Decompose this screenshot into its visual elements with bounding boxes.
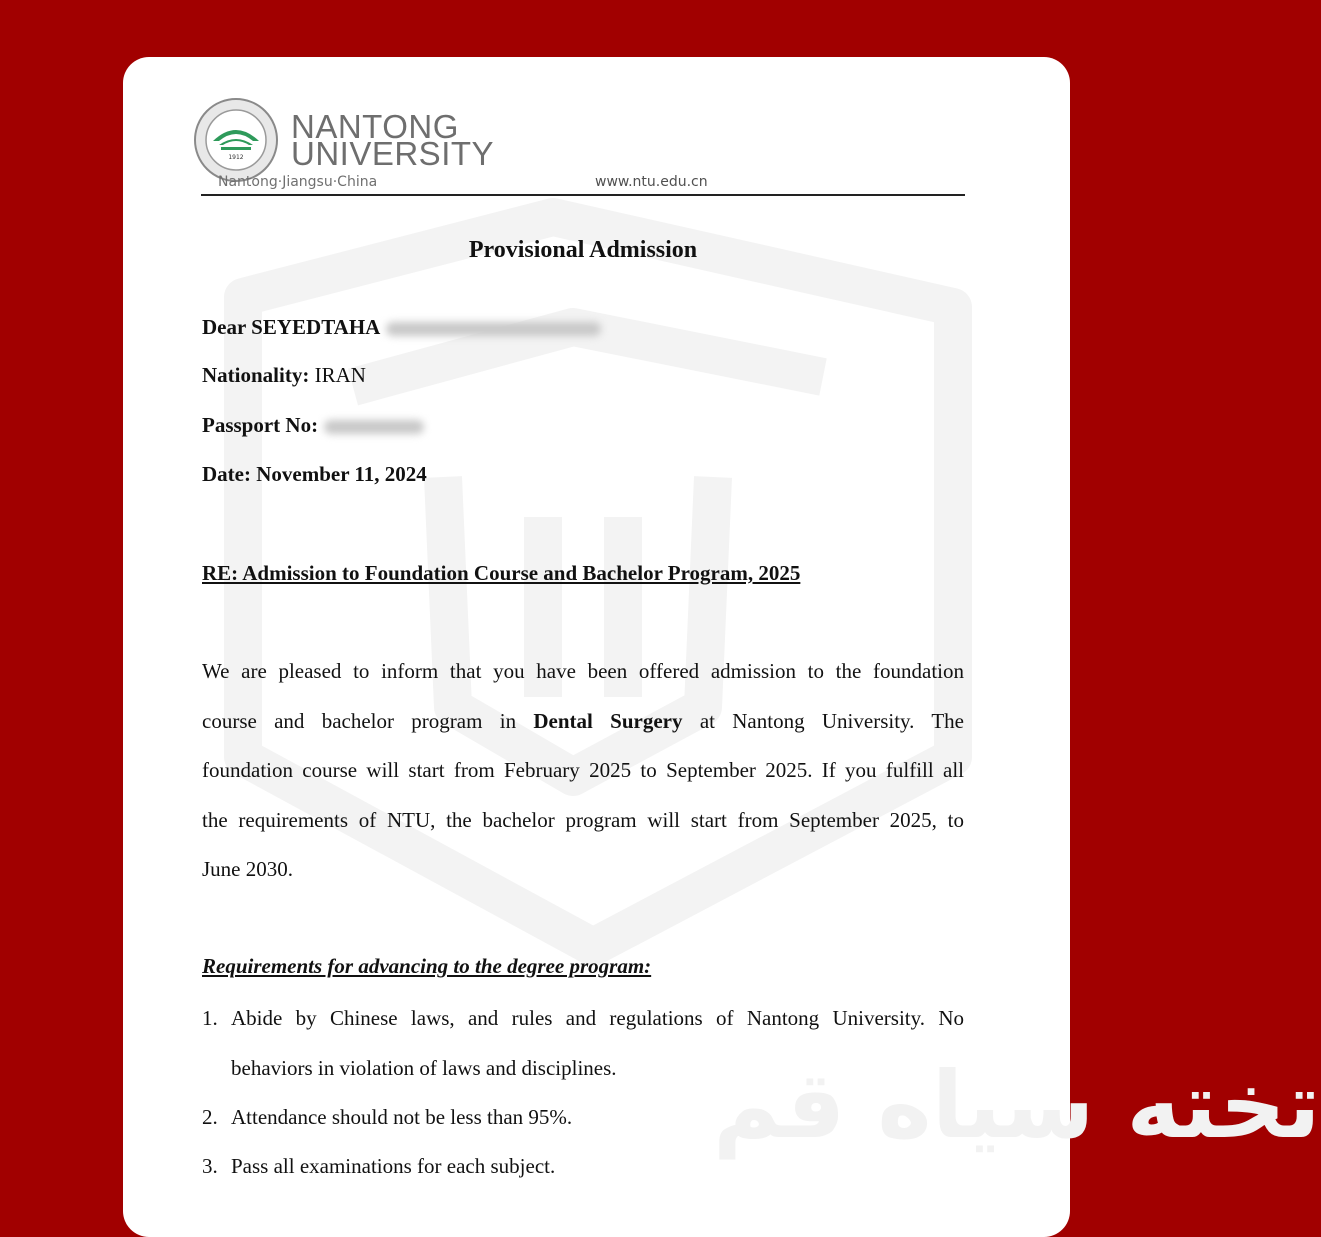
nationality-line xyxy=(202,363,366,388)
requirement-text: Attendance should not be less than 95%. xyxy=(231,1105,573,1129)
redacted-surname xyxy=(386,322,601,336)
requirement-text-continued: behaviors in violation of laws and disciplines. xyxy=(231,1055,617,1080)
watermark-text: تخته سیاه قم xyxy=(713,1052,1321,1159)
requirement-text: Abide by Chinese laws, and rules and regulations of Nantong University. No xyxy=(231,1006,964,1030)
university-name-line1: NANTONG xyxy=(291,108,459,145)
date-line xyxy=(202,462,427,487)
requirement-number: 2. xyxy=(202,1105,218,1129)
nationality-value: IRAN xyxy=(314,363,366,387)
requirement-number: 3. xyxy=(202,1154,218,1178)
requirement-item-3 xyxy=(202,1142,964,1192)
dear-line xyxy=(202,315,601,340)
passport-label: Passport No: xyxy=(202,413,319,437)
requirement-item-1 xyxy=(202,994,964,1093)
body-line-2: course and bachelor program in Dental Surgery at Nantong University. The xyxy=(202,708,964,733)
body-line-4: the requirements of NTU, the bachelor program will start from September 2025, to xyxy=(202,807,964,832)
program-name: Dental Surgery xyxy=(533,708,683,733)
university-seal-icon xyxy=(193,97,279,183)
requirement-number: 1. xyxy=(202,1006,218,1030)
university-website: www.ntu.edu.cn xyxy=(595,174,708,190)
body-line-3: foundation course will start from February 2025 to September 2025. If you fulfill all xyxy=(202,758,964,782)
document-title: Provisional Admission xyxy=(468,237,698,263)
requirement-text: Pass all examinations for each subject. xyxy=(231,1154,556,1178)
body-line-1: We are pleased to inform that you have been offered admission to the foundation xyxy=(202,659,964,683)
re-subject-line: RE: Admission to Foundation Course and Bachelor Program, 2025 xyxy=(202,561,801,585)
seal-year: 1912 xyxy=(228,154,244,161)
university-name-line2: UNIVERSITY xyxy=(291,135,495,172)
redacted-passport xyxy=(324,420,424,434)
body-paragraph xyxy=(202,647,964,895)
nationality-label: Nationality: xyxy=(202,363,310,387)
passport-line xyxy=(202,413,424,438)
body-line-5: June 2030. xyxy=(202,857,293,881)
requirement-item-2 xyxy=(202,1093,964,1143)
requirements-heading: Requirements for advancing to the degree program: xyxy=(202,954,652,978)
date-label: Date: November 11, 2024 xyxy=(202,462,427,486)
university-name xyxy=(291,108,495,172)
document-card xyxy=(123,57,1321,1237)
header-divider xyxy=(201,194,965,196)
university-location: Nantong·Jiangsu·China xyxy=(218,174,378,190)
dear-label: Dear SEYEDTAHA xyxy=(202,315,381,339)
